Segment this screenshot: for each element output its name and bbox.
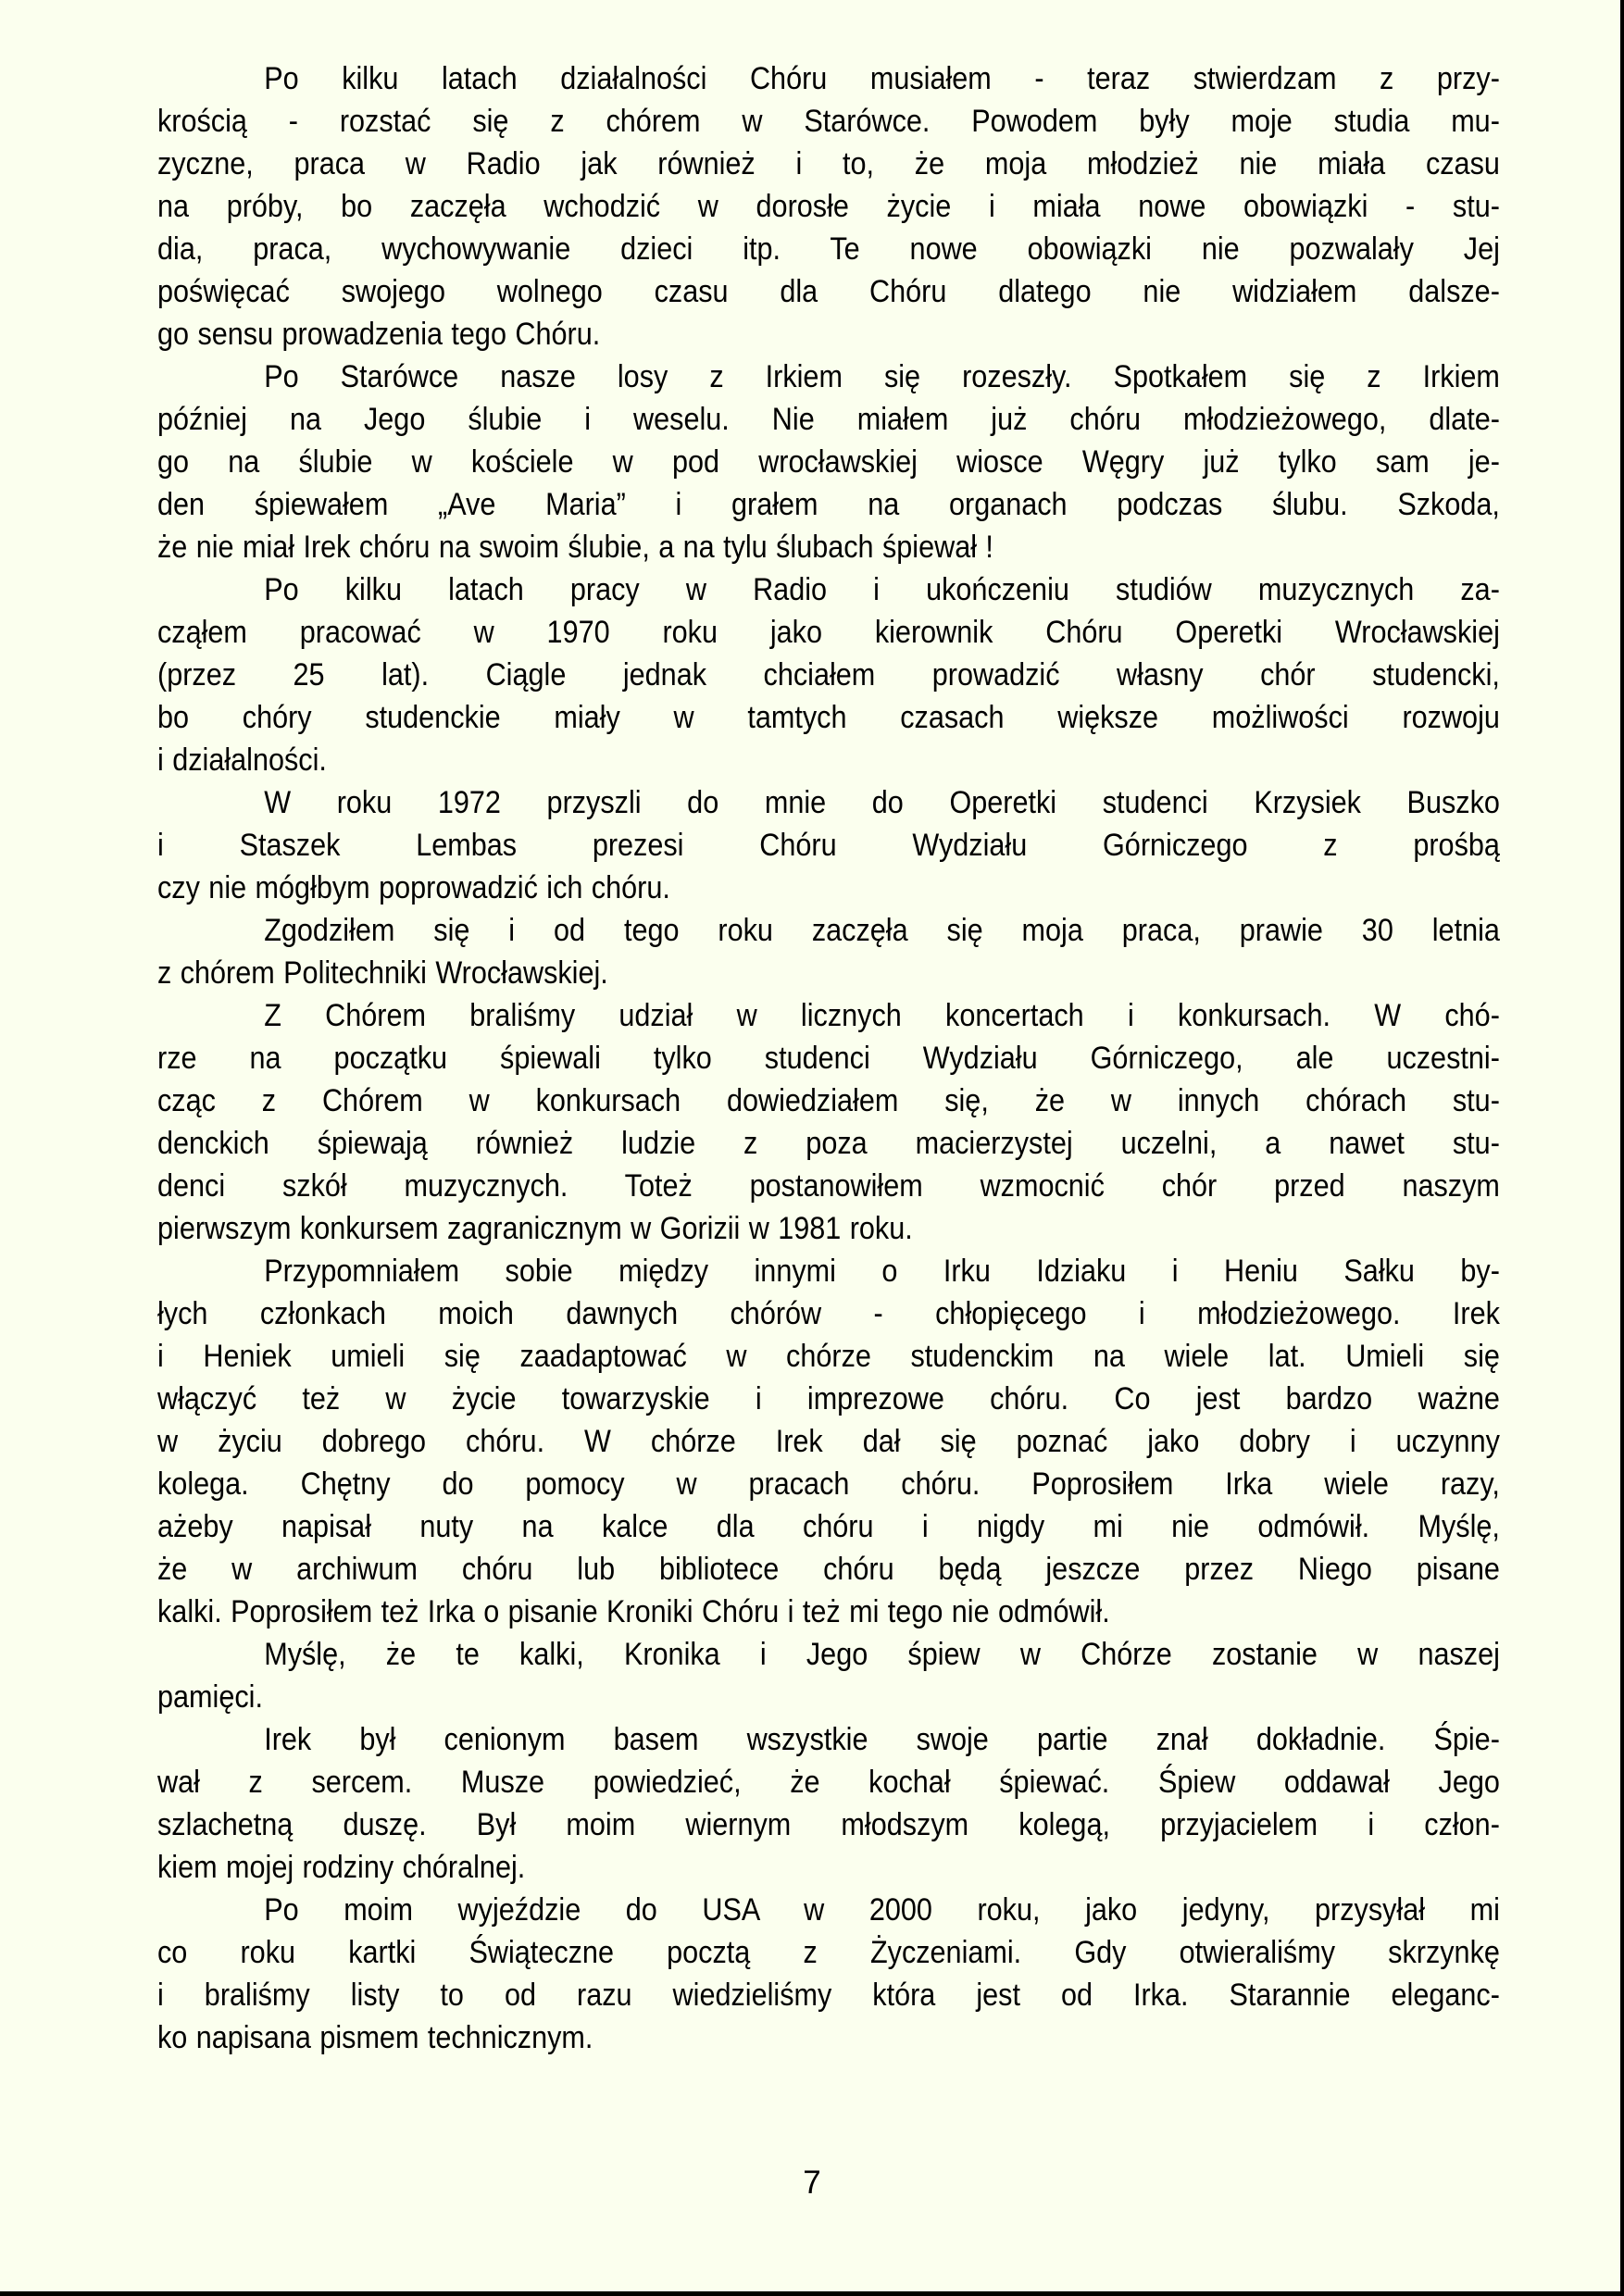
text-line: co roku kartki Świąteczne pocztą z Życzeniami. Gdy otwieraliśmy skrzynkę: [157, 1935, 1500, 1970]
text-line: denckich śpiewają również ludzie z poza macierzystej uczelni, a nawet stu-: [157, 1126, 1500, 1161]
text-line: kalki. Poprosiłem też Irka o pisanie Kroniki Chóru i też mi tego nie odmówił.: [157, 1594, 1110, 1629]
text-line: pierwszym konkursem zagranicznym w Gorizii w 1981 roku.: [157, 1211, 913, 1246]
text-line: bo chóry studenckie miały w tamtych czasach większe możliwości rozwoju: [157, 700, 1500, 735]
text-line: na próby, bo zaczęła wchodzić w dorosłe życie i miała nowe obowiązki - stu-: [157, 189, 1500, 224]
text-line: den śpiewałem „Ave Maria” i grałem na organach podczas ślubu. Szkoda,: [157, 487, 1500, 522]
text-line: go sensu prowadzenia tego Chóru.: [157, 317, 601, 352]
text-line: denci szkół muzycznych. Toteż postanowiłem wzmocnić chór przed naszym: [157, 1168, 1500, 1204]
text-line: w życiu dobrego chóru. W chórze Irek dał się poznać jako dobry i uczynny: [157, 1424, 1500, 1459]
text-line: Myślę, że te kalki, Kronika i Jego śpiew w Chórze zostanie w naszej: [264, 1637, 1500, 1672]
text-line: Po kilku latach pracy w Radio i ukończeniu studiów muzycznych za-: [264, 572, 1500, 607]
text-line: dia, praca, wychowywanie dzieci itp. Te nowe obowiązki nie pozwalały Jej: [157, 231, 1500, 267]
text-line: poświęcać swojego wolnego czasu dla Chóru dlatego nie widziałem dalsze-: [157, 274, 1500, 309]
text-line: W roku 1972 przyszli do mnie do Operetki studenci Krzysiek Buszko: [264, 785, 1500, 820]
text-line: łych członkach moich dawnych chórów - chłopięcego i młodzieżowego. Irek: [157, 1296, 1500, 1331]
text-line: szlachetną duszę. Był moim wiernym młodszym kolegą, przyjacielem i człon-: [157, 1807, 1500, 1842]
text-line: Z Chórem braliśmy udział w licznych koncertach i konkursach. W chó-: [264, 998, 1500, 1033]
text-line: kiem mojej rodziny chóralnej.: [157, 1850, 526, 1885]
text-line: kolega. Chętny do pomocy w pracach chóru. Poprosiłem Irka wiele razy,: [157, 1466, 1500, 1502]
text-line: i działalności.: [157, 742, 327, 778]
text-block: [157, 57, 1500, 2059]
text-line: Zgodziłem się i od tego roku zaczęła się moja praca, prawie 30 letnia: [264, 913, 1500, 948]
text-line: cząc z Chórem w konkursach dowiedziałem się, że w innych chórach stu-: [157, 1083, 1500, 1118]
text-line: czy nie mógłbym poprowadzić ich chóru.: [157, 870, 670, 905]
text-line: (przez 25 lat). Ciągle jednak chciałem prowadzić własny chór studencki,: [157, 657, 1500, 693]
text-line: rze na początku śpiewali tylko studenci Wydziału Górniczego, ale uczestni-: [157, 1041, 1500, 1076]
text-line: Po Starówce nasze losy z Irkiem się rozeszły. Spotkałem się z Irkiem: [264, 359, 1500, 394]
text-line: Po kilku latach działalności Chóru musiałem - teraz stwierdzam z przy-: [264, 61, 1500, 96]
text-line: Irek był cenionym basem wszystkie swoje partie znał dokładnie. Śpie-: [264, 1722, 1500, 1757]
text-line: pamięci.: [157, 1679, 263, 1715]
page-number: 7: [803, 2165, 821, 2201]
text-line: że w archiwum chóru lub bibliotece chóru będą jeszcze przez Niego pisane: [157, 1552, 1500, 1587]
text-line: krością - rozstać się z chórem w Starówce. Powodem były moje studia mu-: [157, 104, 1500, 139]
text-line: ażeby napisał nuty na kalce dla chóru i nigdy mi nie odmówił. Myślę,: [157, 1509, 1500, 1544]
text-line: wał z sercem. Musze powiedzieć, że kochał śpiewać. Śpiew oddawał Jego: [157, 1765, 1500, 1800]
text-line: i braliśmy listy to od razu wiedzieliśmy która jest od Irka. Starannie eleganc-: [157, 1978, 1500, 2013]
text-column: [157, 57, 1500, 2059]
text-line: go na ślubie w kościele w pod wrocławskiej wiosce Węgry już tylko sam je-: [157, 444, 1500, 480]
text-line: ko napisana pismem technicznym.: [157, 2020, 593, 2055]
text-line: z chórem Politechniki Wrocławskiej.: [157, 955, 608, 991]
text-line: później na Jego ślubie i weselu. Nie miałem już chóru młodzieżowego, dlate-: [157, 402, 1500, 437]
text-line: cząłem pracować w 1970 roku jako kierownik Chóru Operetki Wrocławskiej: [157, 615, 1500, 650]
text-line: włączyć też w życie towarzyskie i imprezowe chóru. Co jest bardzo ważne: [157, 1381, 1500, 1416]
text-line: i Heniek umieli się zaadaptować w chórze studenckim na wiele lat. Umieli się: [157, 1339, 1500, 1374]
text-line: zyczne, praca w Radio jak również i to, że moja młodzież nie miała czasu: [157, 146, 1500, 181]
text-line: i Staszek Lembas prezesi Chóru Wydziału Górniczego z prośbą: [157, 828, 1500, 863]
text-line: Po moim wyjeździe do USA w 2000 roku, jako jedyny, przysyłał mi: [264, 1892, 1500, 1928]
text-line: że nie miał Irek chóru na swoim ślubie, a na tylu ślubach śpiewał !: [157, 530, 993, 565]
text-line: Przypomniałem sobie między innymi o Irku Idziaku i Heniu Sałku by-: [264, 1254, 1500, 1289]
